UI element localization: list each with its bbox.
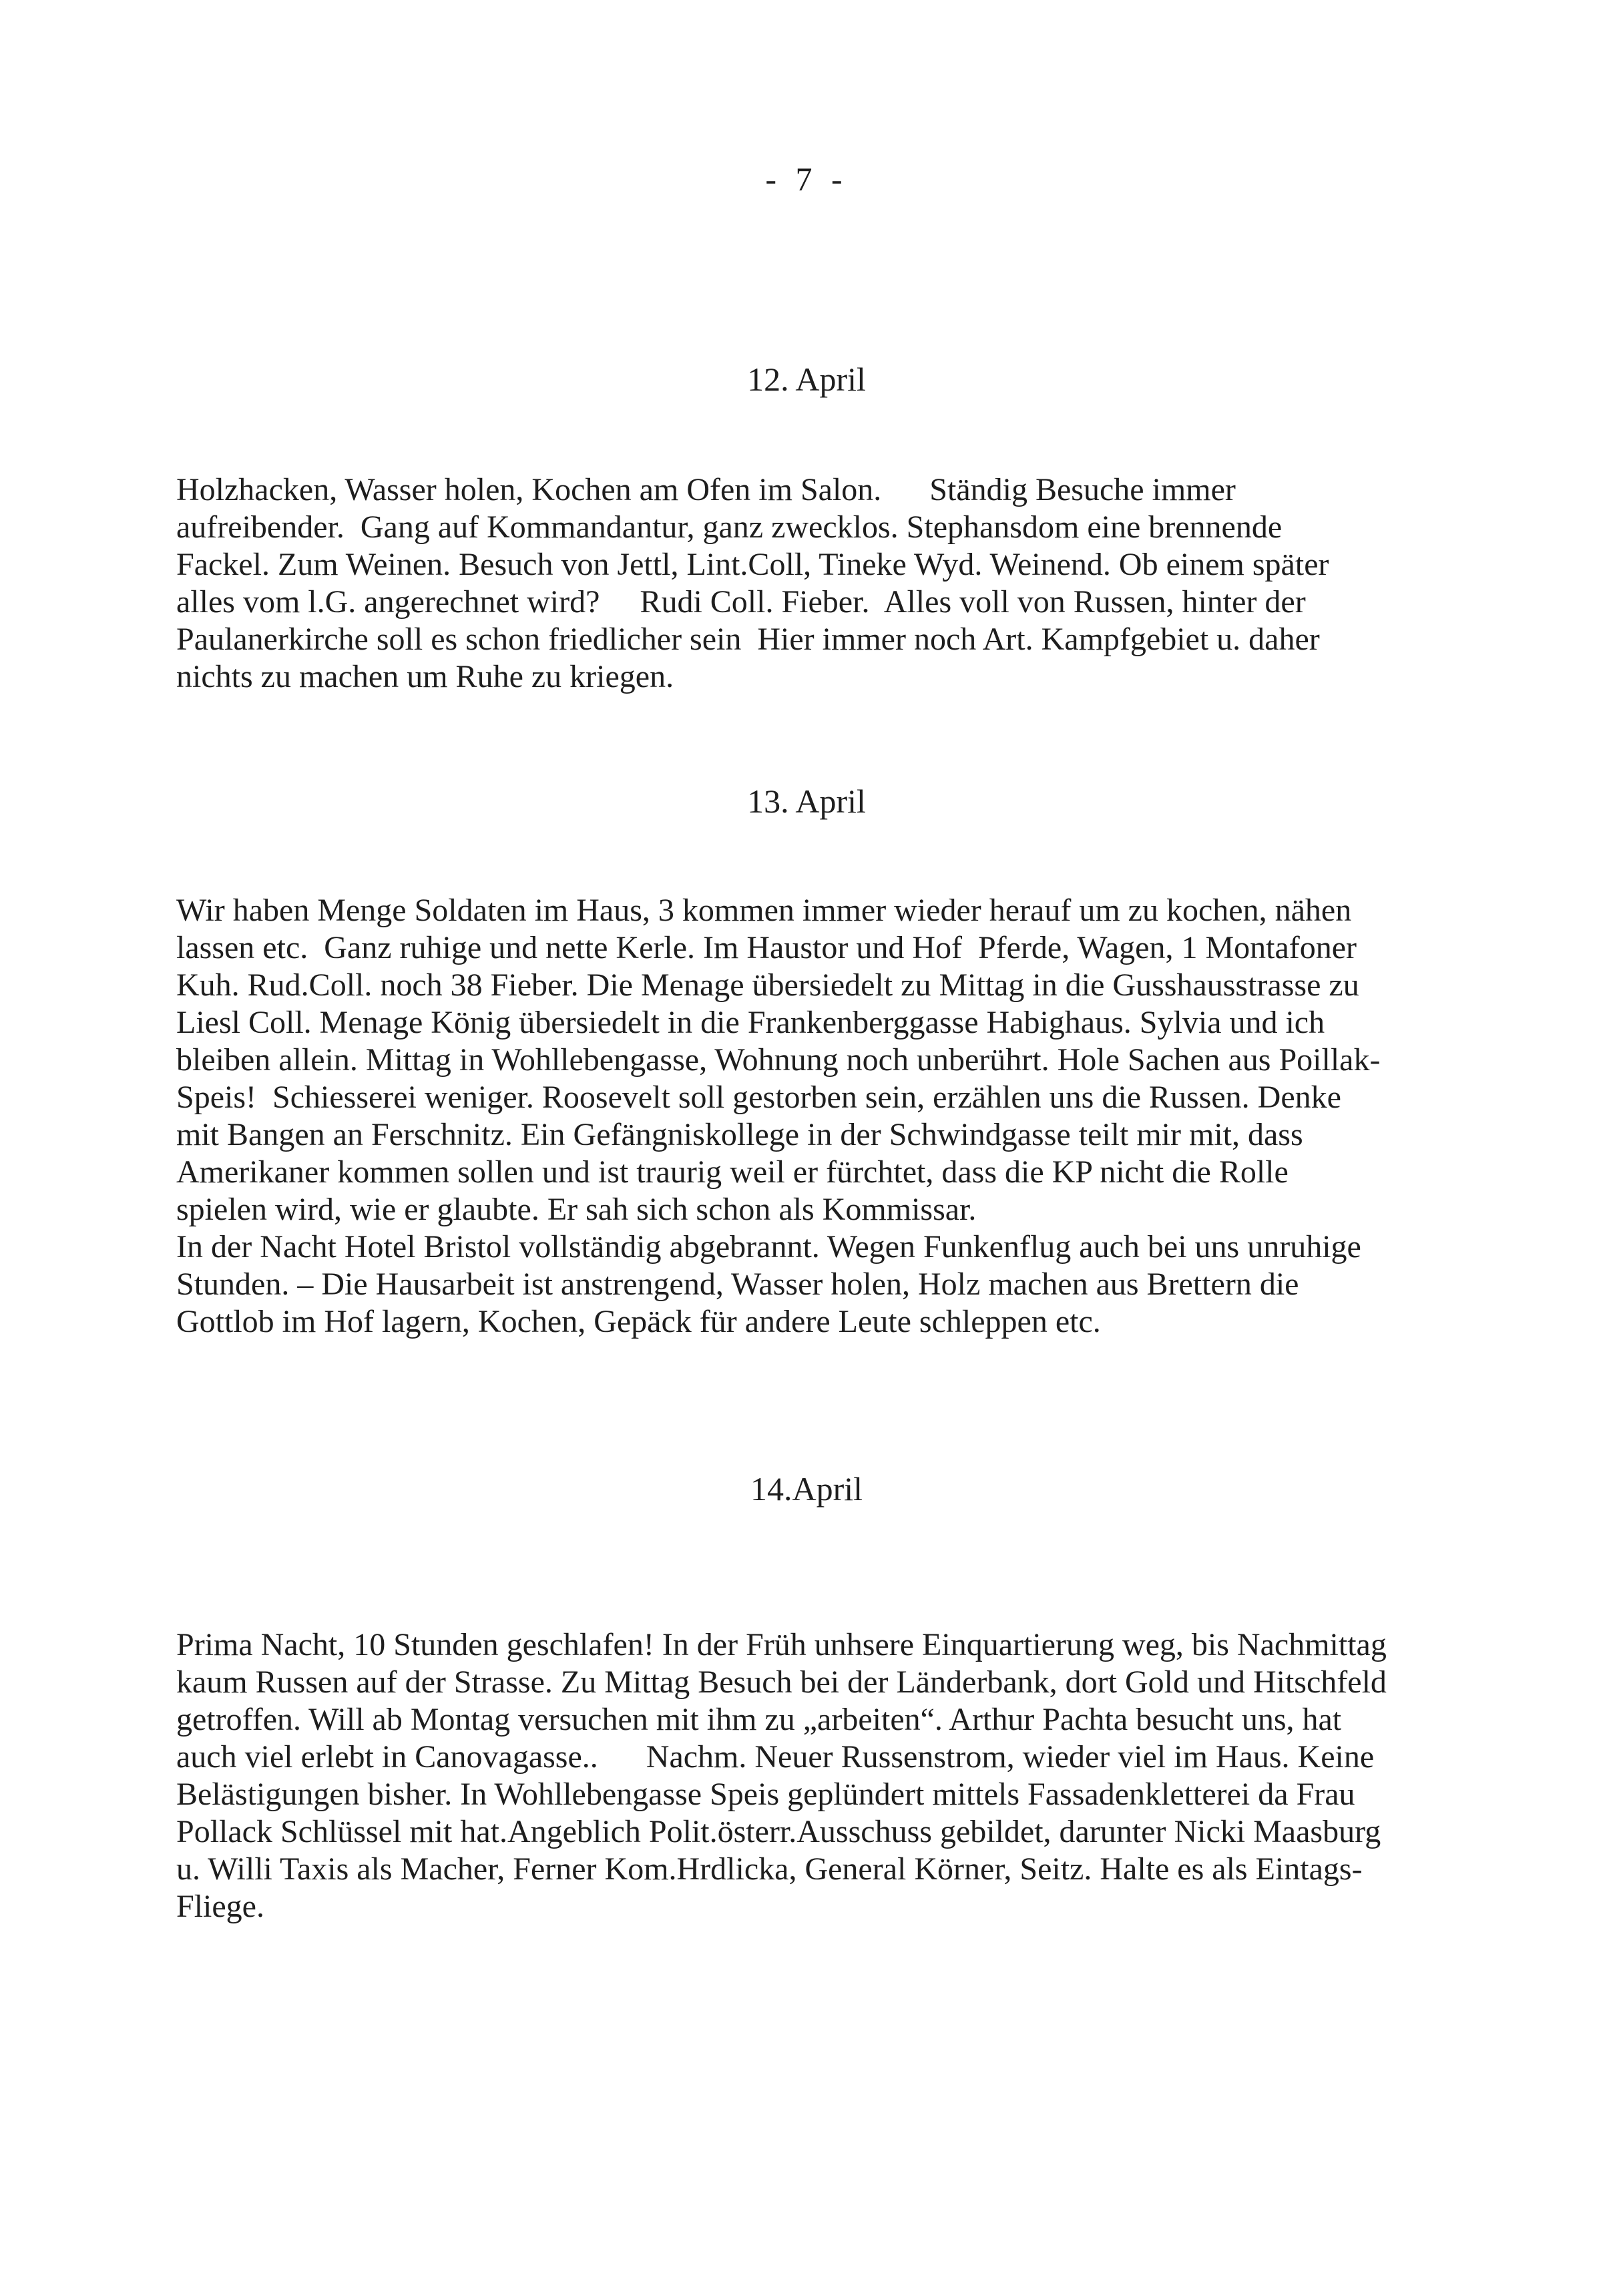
text-line: Speis! Schiesserei weniger. Roosevelt soll gestorben sein, erzählen uns die Russen. Denke: [176, 1080, 1341, 1115]
text-line: mit Bangen an Ferschnitz. Ein Gefängniskollege in der Schwindgasse teilt mir mit, dass: [176, 1117, 1303, 1152]
text-line: Liesl Coll. Menage König übersiedelt in die Frankenberggasse Habighaus. Sylvia und ich: [176, 1005, 1325, 1040]
text-line: kaum Russen auf der Strasse. Zu Mittag Besuch bei der Länderbank, dort Gold und Hitschfeld: [176, 1664, 1387, 1700]
text-line: bleiben allein. Mittag in Wohllebengasse, Wohnung noch unberührt. Hole Sachen aus Poillak-: [176, 1042, 1381, 1078]
text-line: Wir haben Menge Soldaten im Haus, 3 kommen immer wieder herauf um zu kochen, nähen: [176, 893, 1352, 928]
text-line: nichts zu machen um Ruhe zu kriegen.: [176, 659, 674, 694]
entry-body-14-april: [176, 1626, 1465, 1925]
text-line: Stunden. – Die Hausarbeit ist anstrengend, Wasser holen, Holz machen aus Brettern die: [176, 1267, 1299, 1302]
text-line: alles vom l.G. angerechnet wird? Rudi Coll. Fieber. Alles voll von Russen, hinter der: [176, 584, 1306, 620]
text-line: Pollack Schlüssel mit hat.Angeblich Polit.österr.Ausschuss gebildet, darunter Nicki Maasburg: [176, 1814, 1381, 1849]
text-line: auch viel erlebt in Canovagasse.. Nachm. Neuer Russenstrom, wieder viel im Haus. Keine: [176, 1739, 1375, 1775]
text-line: aufreibender. Gang auf Kommandantur, ganz zwecklos. Stephansdom eine brennende: [176, 509, 1283, 545]
entry-date-14-april: 14.April: [750, 1470, 863, 1508]
text-line: Belästigungen bisher. In Wohllebengasse Speis geplündert mittels Fassadenkletterei da Frau: [176, 1777, 1355, 1812]
page-number: - 7 -: [765, 160, 848, 198]
text-line: Prima Nacht, 10 Stunden geschlafen! In der Früh unhsere Einquartierung weg, bis Nachmittag: [176, 1627, 1387, 1662]
text-line: spielen wird, wie er glaubte. Er sah sich schon als Kommissar.: [176, 1192, 977, 1227]
text-line: u. Willi Taxis als Macher, Ferner Kom.Hrdlicka, General Körner, Seitz. Halte es als Eintags-: [176, 1851, 1363, 1887]
text-line: Kuh. Rud.Coll. noch 38 Fieber. Die Menage übersiedelt zu Mittag in die Gusshausstrasse zu: [176, 967, 1359, 1003]
text-line: Holzhacken, Wasser holen, Kochen am Ofen im Salon. Ständig Besuche immer: [176, 472, 1236, 507]
entry-body-13-april: [176, 892, 1465, 1341]
text-line: lassen etc. Ganz ruhige und nette Kerle. Im Haustor und Hof Pferde, Wagen, 1 Montafoner: [176, 930, 1357, 965]
text-line: In der Nacht Hotel Bristol vollständig abgebrannt. Wegen Funkenflug auch bei uns unruhige: [176, 1229, 1361, 1265]
text-line: Paulanerkirche soll es schon friedlicher sein Hier immer noch Art. Kampfgebiet u. daher: [176, 622, 1320, 657]
entry-date-13-april: 13. April: [747, 782, 866, 820]
text-line: Fackel. Zum Weinen. Besuch von Jettl, Lint.Coll, Tineke Wyd. Weinend. Ob einem später: [176, 547, 1329, 582]
entry-body-12-april: [176, 471, 1465, 696]
text-line: Amerikaner kommen sollen und ist traurig weil er fürchtet, dass die KP nicht die Rolle: [176, 1154, 1289, 1190]
text-line: Fliege.: [176, 1889, 264, 1924]
text-line: Gottlob im Hof lagern, Kochen, Gepäck für andere Leute schleppen etc.: [176, 1304, 1101, 1339]
text-line: getroffen. Will ab Montag versuchen mit ihm zu „arbeiten“. Arthur Pachta besucht uns, hat: [176, 1702, 1342, 1737]
entry-date-12-april: 12. April: [747, 361, 866, 398]
